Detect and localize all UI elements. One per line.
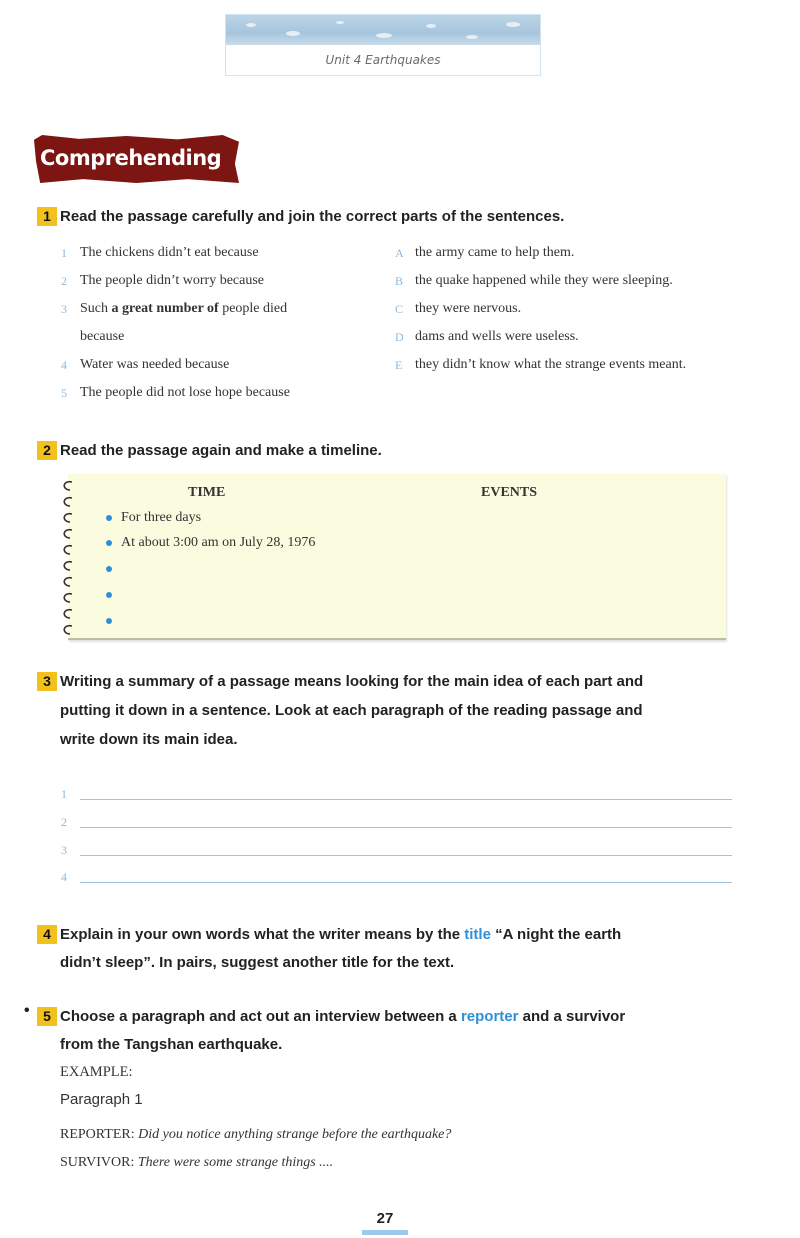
match-left-number: 3 [61,302,67,316]
answer-line[interactable] [80,799,732,800]
match-left-pre: because [80,329,125,344]
exercise-2-number: 2 [37,441,57,460]
exercise-1-instruction: Read the passage carefully and join the correct parts of the sentences. [60,208,565,225]
match-left-number: 5 [61,386,67,400]
timeline-bullet-icon [106,515,112,521]
survivor-line [60,1155,333,1171]
paragraph-label: Paragraph 1 [60,1091,143,1108]
match-left-text [80,245,259,261]
survivor-answer: There were some strange things .... [137,1155,334,1170]
match-right-letter: D [395,330,404,344]
exercise-4-text-a: Explain in your own words what the writer means by the [60,926,465,943]
exercise-4-line-1 [60,920,621,949]
match-left-text [80,357,229,373]
unit-header [225,14,541,76]
exercise-5-text-b: and a survivor [518,1008,626,1025]
timeline-notebook [68,474,726,640]
match-left-text [80,329,124,345]
match-left-number: 1 [61,246,67,260]
exercise-5-line-2: from the Tangshan earthquake. [60,1036,283,1053]
exercise-1-number: 1 [37,207,57,226]
timeline-bullet-icon [106,618,112,624]
match-right-letter: B [395,274,404,288]
match-left-text [80,301,287,317]
match-left-pre: The people didn’t worry because [80,273,265,288]
timeline-time-entry: At about 3:00 am on July 28, 1976 [121,535,316,550]
exercise-4-text-b: “A night the earth [490,926,622,943]
match-left-pre: Such [80,301,112,316]
reporter-label: REPORTER: [60,1127,135,1142]
water-drops-banner [226,15,540,45]
answer-line[interactable] [80,855,732,856]
match-right-letter: A [395,246,404,260]
reporter-glossary-link[interactable]: reporter [460,1008,519,1025]
exercise-3-line-1: Writing a summary of a passage means looking for the main idea of each part and [60,673,644,690]
match-right-letter: E [395,358,403,372]
match-right-text: dams and wells were useless. [415,329,579,344]
section-title: Comprehending [40,146,222,170]
match-left-number: 2 [61,274,67,288]
exercise-3-number: 3 [37,672,57,691]
timeline-bullet-icon [106,592,112,598]
page-number: 27 [376,1210,394,1227]
match-right-text: the quake happened while they were sleeping. [415,273,673,288]
match-left-bold: a great number of [111,301,219,316]
timeline-bullet-icon [106,566,112,572]
match-right-letter: C [395,302,404,316]
timeline-events-header: EVENTS [481,485,538,500]
title-glossary-link[interactable]: title [464,926,491,943]
exercise-3-line-3: write down its main idea. [60,731,238,748]
exercise-3-line-2: putting it down in a sentence. Look at each paragraph of the reading passage and [60,702,643,719]
exercise-5-text-a: Choose a paragraph and act out an interview between a [60,1008,461,1025]
exercise-5-line-1 [60,1002,625,1031]
survivor-label: SURVIVOR: [60,1155,135,1170]
answer-line-number: 2 [61,815,67,829]
answer-line[interactable] [80,882,732,883]
match-left-pre: The chickens didn’t eat because [80,245,259,260]
answer-line[interactable] [80,827,732,828]
match-left-text [80,273,264,289]
answer-line-number: 3 [61,843,67,857]
answer-line-number: 1 [61,787,67,801]
match-right-text: the army came to help them. [415,245,575,260]
exercise-2-instruction: Read the passage again and make a timeline. [60,442,382,459]
match-left-number: 4 [61,358,67,372]
timeline-bullet-icon [106,540,112,546]
notebook-spiral-icon [58,476,78,636]
example-label: EXAMPLE: [60,1064,133,1080]
exercise-4-number: 4 [37,925,57,944]
timeline-time-header: TIME [188,485,226,500]
match-right-text: they were nervous. [415,301,522,316]
match-left-text [80,385,290,401]
exercise-4-line-2: didn’t sleep”. In pairs, suggest another title for the text. [60,954,455,971]
page-number-bar [362,1230,408,1235]
unit-title: Unit 4 Earthquakes [325,53,441,67]
optional-bullet: • [24,1002,30,1019]
reporter-question: Did you notice anything strange before the earthquake? [138,1127,452,1142]
reporter-line [60,1127,451,1143]
match-left-pre: Water was needed because [80,357,230,372]
exercise-5-number: 5 [37,1007,57,1026]
match-left-post: people died [218,301,288,316]
match-left-pre: The people did not lose hope because [80,385,290,400]
match-right-text: they didn’t know what the strange events meant. [415,357,687,372]
answer-line-number: 4 [61,870,67,884]
timeline-time-entry: For three days [121,510,202,525]
